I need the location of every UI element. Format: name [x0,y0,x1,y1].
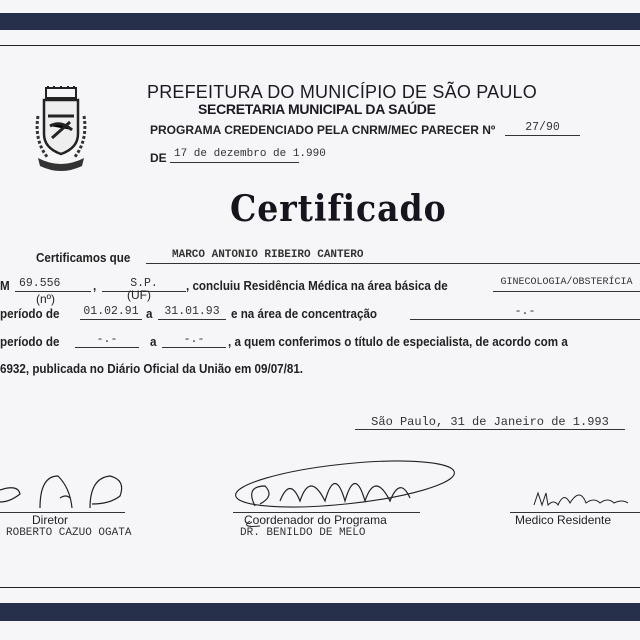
parecer-number: 27/90 [505,121,580,136]
certificate-title: Certificado [230,188,447,230]
recipient-name: MARCO ANTONIO RIBEIRO CANTERO [146,249,640,264]
secretariat-subtitle: SECRETARIA MUNICIPAL DA SAÚDE [198,101,436,117]
director-signature [0,468,130,513]
coordinator-name: DR. BENILDO DE MELO [240,527,366,539]
number-caption: (nº) [36,292,56,306]
a2-label: a [150,335,157,349]
uf-caption: (UF) [127,288,151,302]
resident-signature [530,485,630,511]
conferral-text: , a quem conferimos o título de especialista, de acordo com a [228,335,568,349]
law-text: 6932, publicada no Diário Oficial da União em 09/07/81. [0,362,304,376]
bottom-border-band [0,603,640,621]
top-rule [0,45,640,46]
bottom-rule [0,587,640,588]
resident-role: Medico Residente [515,513,612,527]
basic-area: GINECOLOGIA/OBSTERÍCIA [493,277,640,292]
period2-start: -.- [75,333,139,348]
period-label: período de [0,307,60,321]
period2-label: período de [0,335,60,349]
period2-end: -.- [162,333,226,348]
director-role: Diretor [32,513,69,527]
parecer-date: 17 de dezembro de 1.990 [170,148,299,163]
city-seal-icon [34,86,88,174]
residency-text: , concluiu Residência Médica na área básica de [186,279,448,293]
comma: , [93,279,97,293]
municipality-title: PREFEITURA DO MUNICÍPIO DE SÃO PAULO [147,82,537,102]
period-start: 01.02.91 [80,305,142,320]
a-label: a [146,307,153,321]
period-end: 31.01.93 [158,305,226,320]
certify-label: Certificamos que [36,251,131,265]
coordinator-role: Coordenador do Programa [244,513,387,527]
crm-number: 69.556 [15,277,91,292]
top-border-band [0,13,640,30]
director-name: ROBERTO CAZUO OGATA [6,527,132,539]
concentration-area: -.- [410,305,640,320]
date-prefix: DE [150,151,167,165]
place-date: São Paulo, 31 de Janeiro de 1.993 [355,415,625,430]
crm-state: S.P. [102,277,186,292]
crm-prefix: M [0,279,10,293]
program-label: PROGRAMA CREDENCIADO PELA CNRM/MEC PARECER Nº [150,123,496,137]
concentration-text: e na área de concentração [231,307,378,321]
